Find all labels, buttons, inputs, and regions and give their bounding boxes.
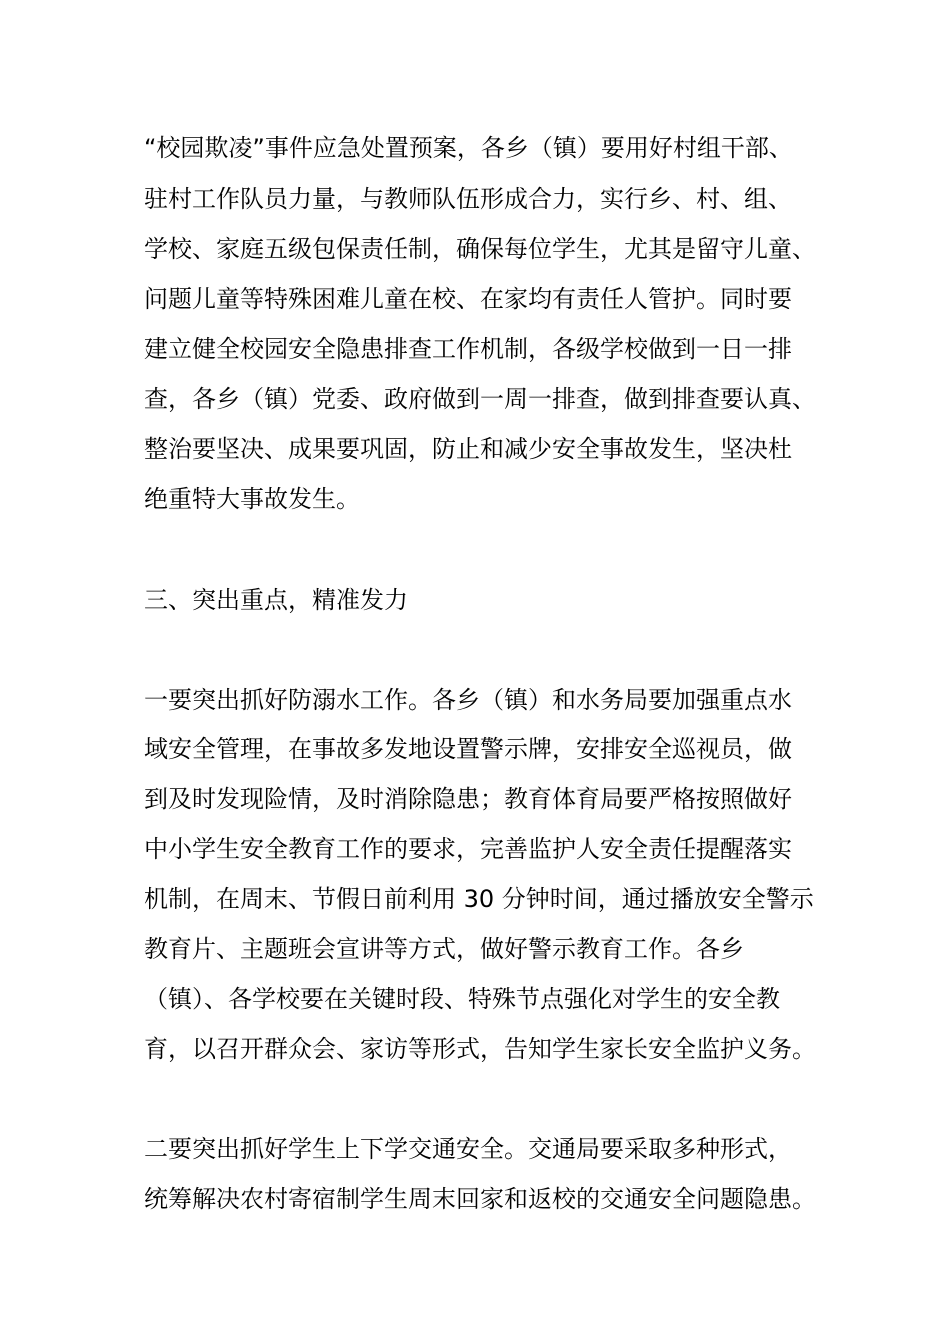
text-line: 育，以召开群众会、家访等形式，告知学生家长安全监护义务。 — [144, 1035, 816, 1063]
text-line: 问题儿童等特殊困难儿童在校、在家均有责任人管护。同时要 — [144, 285, 792, 313]
text-line: 学校、家庭五级包保责任制，确保每位学生，尤其是留守儿童、 — [144, 235, 816, 263]
text-line: 中小学生安全教育工作的要求，完善监护人安全责任提醒落实 — [144, 835, 792, 863]
text-line: 驻村工作队员力量，与教师队伍形成合力，实行乡、村、组、 — [144, 185, 792, 213]
text-line: 统筹解决农村寄宿制学生周末回家和返校的交通安全问题隐患。 — [144, 1185, 816, 1213]
text-line: 整治要坚决、成果要巩固，防止和减少安全事故发生，坚决杜 — [144, 435, 792, 463]
text-line: 机制，在周末、节假日前利用 30 分钟时间，通过播放安全警示 — [144, 885, 814, 913]
text-line: “校园欺凌”事件应急处置预案，各乡（镇）要用好村组干部、 — [144, 134, 793, 162]
text-line: 二要突出抓好学生上下学交通安全。交通局要采取多种形式， — [144, 1135, 792, 1163]
text-line: 域安全管理，在事故多发地设置警示牌，安排安全巡视员，做 — [144, 735, 792, 763]
text-line: （镇）、各学校要在关键时段、特殊节点强化对学生的安全教 — [144, 985, 780, 1013]
text-line: 教育片、主题班会宣讲等方式，做好警示教育工作。各乡 — [144, 935, 744, 963]
text-line: 到及时发现险情，及时消除隐患；教育体育局要严格按照做好 — [144, 785, 792, 813]
section-heading: 三、突出重点，精准发力 — [144, 586, 408, 614]
text-line: 查，各乡（镇）党委、政府做到一周一排查，做到排查要认真、 — [144, 385, 816, 413]
text-line: 绝重特大事故发生。 — [144, 485, 360, 513]
text-line: 一要突出抓好防溺水工作。各乡（镇）和水务局要加强重点水 — [144, 686, 792, 714]
text-line: 建立健全校园安全隐患排查工作机制，各级学校做到一日一排 — [144, 335, 792, 363]
